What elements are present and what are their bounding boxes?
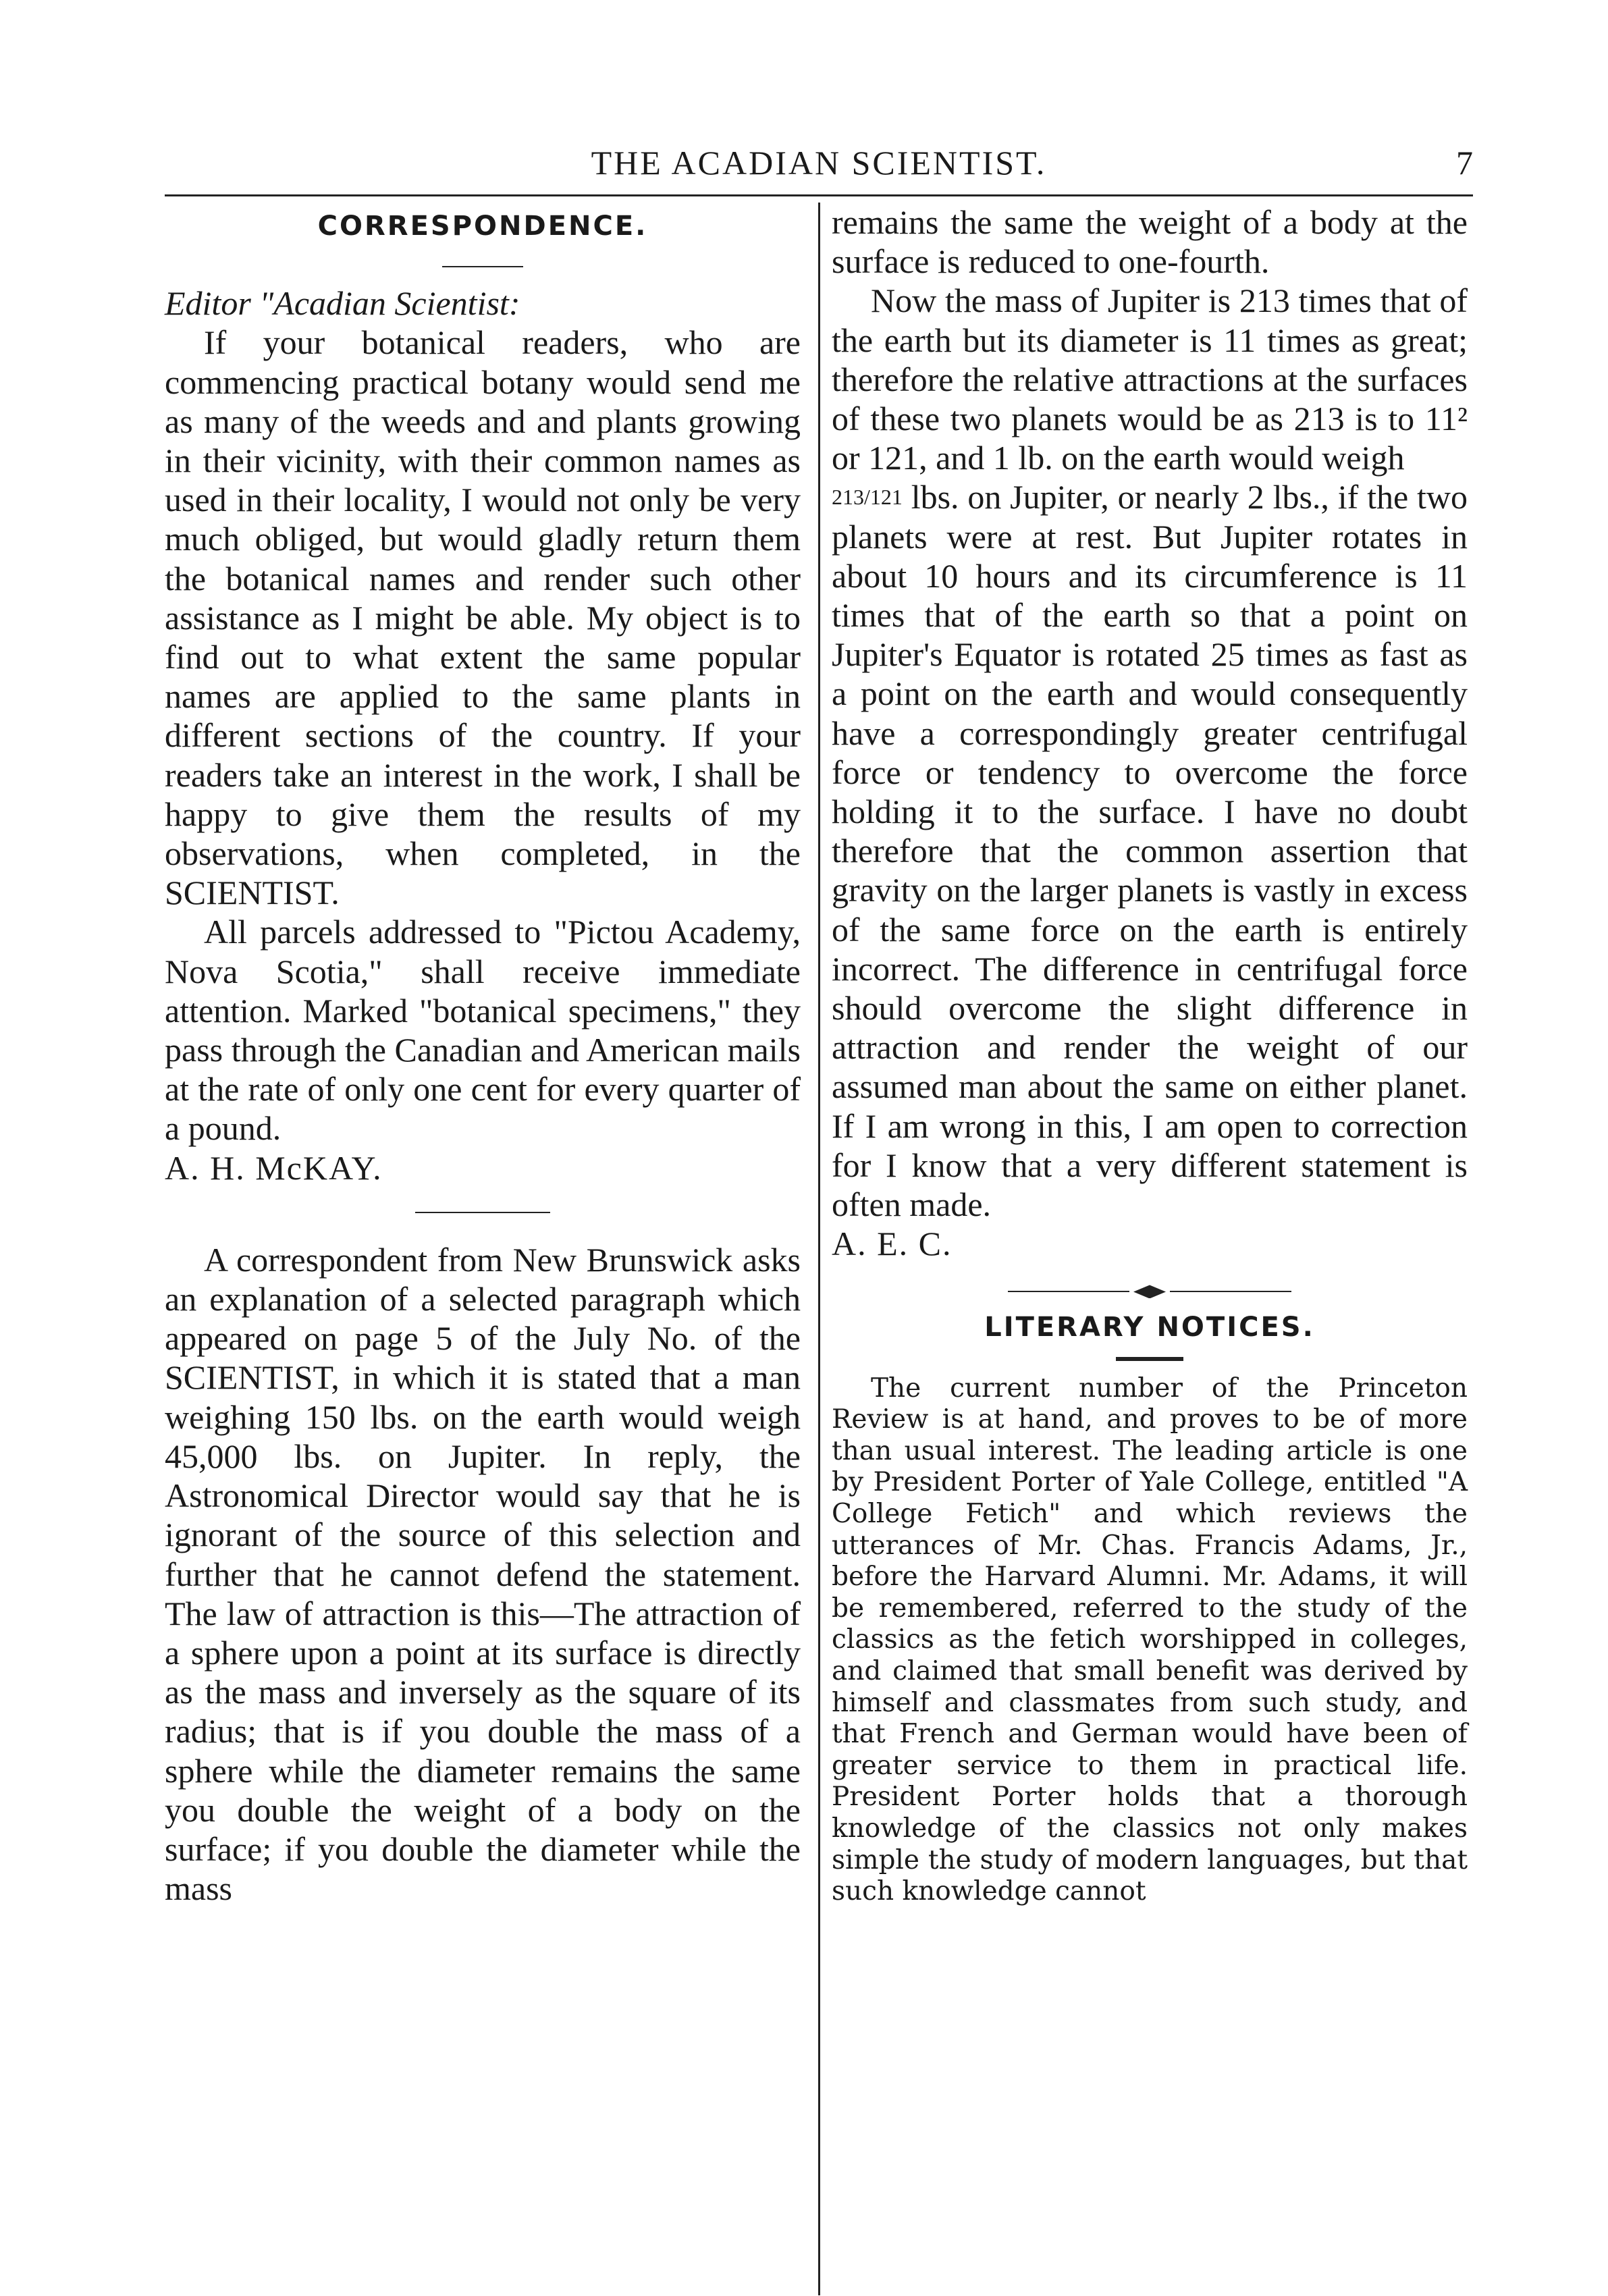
journal-title: THE ACADIAN SCIENTIST. (591, 144, 1047, 182)
signature-mckay: A. H. McKAY. (165, 1148, 383, 1187)
literary-paragraph: The current number of the Princeton Review is at hand, and proves to be of more than usual interest. The leading article is one by President Porter of Yale College, entitled "A College Fetich" and which reviews the utterances of Mr. Chas. Francis Adams, Jr., before the Harvard Alumni. Mr. Adams, it will be remembered, referred to the study of the classics as the fetich worshipped in colleges, and claimed that small benefit was derived by himself and classmates from such study, and that French and German would have been of greater service to them in practical life. President Porter holds that a thorough knowledge of the classics not only makes simple the study of modern languages, but that such knowledge cannot (832, 1372, 1468, 1907)
left-column (165, 203, 801, 1908)
column-divider (818, 203, 820, 2295)
section-divider (415, 1212, 550, 1213)
jupiter-paragraph-rotation-text: lbs. on Jupiter, or nearly 2 lbs., if the two planets were at rest. But Jupiter rotates in about 10 hours and its circumference is 11 times that of the earth so that a point on Jupiter's Equator is rotated 25 times as fast as a point on the earth and would consequently have a correspondingly greater centrifugal force or tendency to overcome the force holding it to the surface. I have no doubt therefore that the common assertion that gravity on the larger planets is vastly in excess of the same force on the earth is entirely incorrect. The difference in centrifugal force should overcome the slight difference in attraction and render the weight of our assumed man about the same on either planet. If I am wrong in this, I am open to correction for I know that a very different statement is often made. (832, 478, 1468, 1224)
signature-aec: A. E. C. (832, 1225, 953, 1263)
literary-notice (832, 1373, 1468, 1908)
jupiter-paragraph-rotation (832, 477, 1468, 1224)
correspondence-paragraph: If your botanical readers, who are commencing practical botany would send me as many of the weeds and and plants growing in their vicinity, with their common names as used in their locality, I would not only be very much obliged, but would gladly return them the botanical names and render such other assistance as I might be able. My object is to find out to what extent the same popular names are applied to the same plants in different sections of the country. If your readers take an interest in the work, I shall be happy to give them the results of my observations, when completed, in the SCIENTIST. (165, 323, 801, 912)
right-column (832, 203, 1468, 1908)
header-rule (165, 194, 1473, 196)
literary-heading-rule (1116, 1357, 1183, 1361)
running-header (165, 143, 1473, 186)
page-number: 7 (1456, 144, 1473, 182)
correspondence-paragraph: All parcels addressed to "Pictou Academy, Nova Scotia," shall receive immediate attention. Marked "botanical specimens," they pass through the Canadian and American mails at the rate of only one cent for every quarter of a pound. (165, 913, 801, 1148)
jupiter-continuation: remains the same the weight of a body at the surface is reduced to one-fourth. (832, 203, 1468, 281)
jupiter-paragraph-mass: Now the mass of Jupiter is 213 times that of the earth but its diameter is 11 times as great; therefore the relative attractions at the surfaces of these two planets would be as 213 is to 11² or 121, and 1 lb. on the earth would weigh (832, 282, 1468, 477)
diamond-ornament-icon (1133, 1285, 1166, 1298)
jupiter-paragraph: A correspondent from New Brunswick asks an explanation of a selected paragraph which appeared on page 5 of the July No. of the SCIENTIST, in which it is stated that a man weighing 150 lbs. on the earth would weigh 45,000 lbs. on Jupiter. In reply, the Astronomical Director would say that he is ignorant of the source of this selection and further that he cannot defend the statement. The law of attraction is this—The attraction of a sphere upon a point at its surface is directly as the mass and inversely as the square of its radius; that is if you double the mass of a sphere while the diameter remains the same you double the weight of a body on the surface; if you double the diameter while the mass (165, 1240, 801, 1908)
heading-rule (442, 266, 523, 267)
literary-notices-heading: LITERARY NOTICES. (984, 1312, 1315, 1343)
fraction-213-121: 213/121 (832, 485, 903, 510)
salutation: Editor "Acadian Scientist: (165, 284, 520, 323)
fleuron-divider (1008, 1283, 1291, 1300)
correspondence-heading: CORRESPONDENCE. (317, 211, 648, 242)
